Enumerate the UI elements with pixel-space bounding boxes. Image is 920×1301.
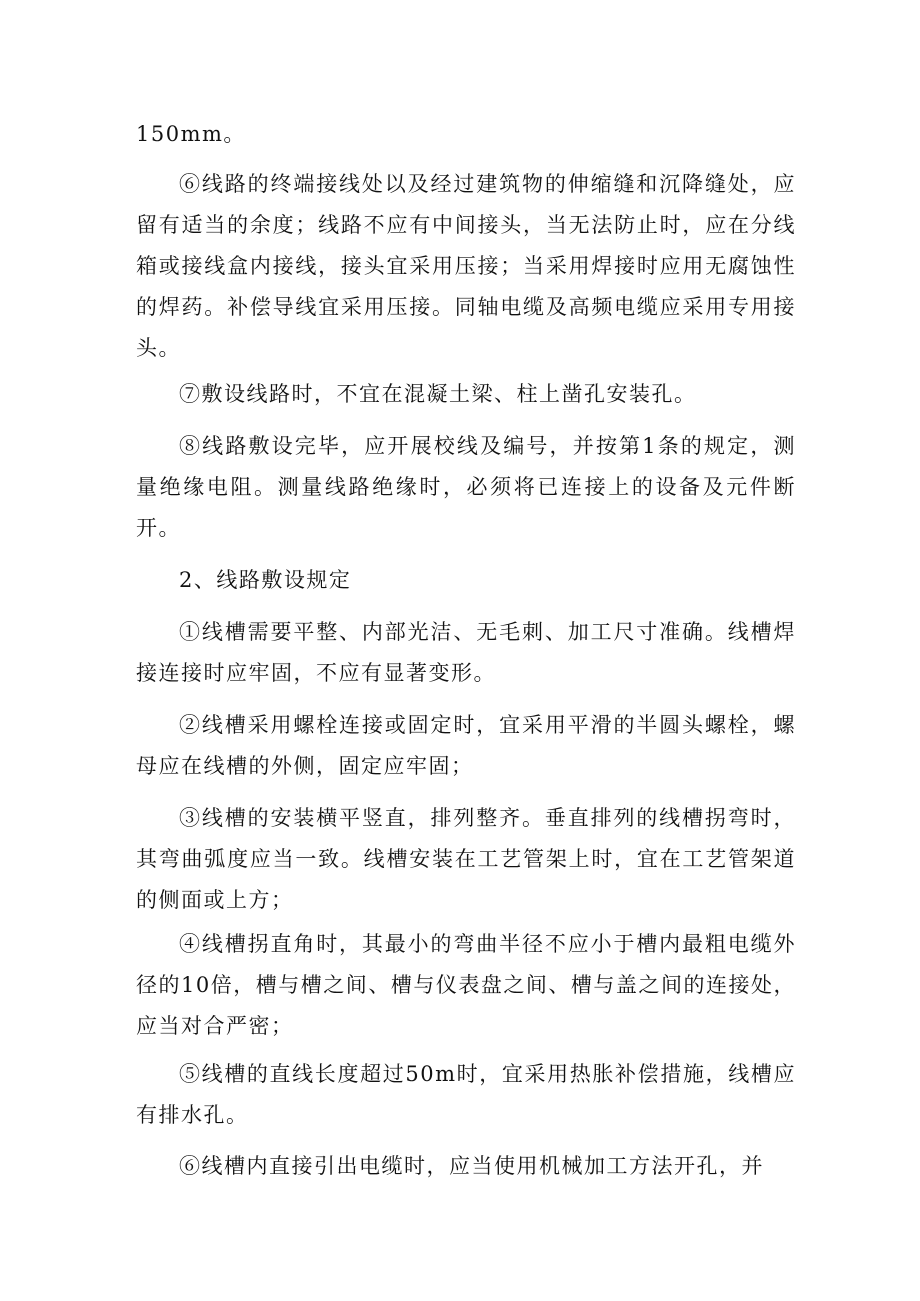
paragraph-item-1-trough-quality: ①线槽需要平整、内部光洁、无毛刺、加工尺寸准确。线槽焊接连接时应牢固，不应有显著变形。 — [136, 620, 796, 685]
paragraph-item-6-terminal-wiring: ⑥线路的终端接线处以及经过建筑物的伸缩缝和沉降缝处，应留有适当的余度；线路不应有中间接头，当无法防止时，应在分线箱或接线盒内接线，接头宜采用压接；当采用焊接时应用无腐蚀性的焊药。补偿导线宜采用压接。同轴电缆及高频电缆应采用专用接头。 — [136, 172, 796, 360]
paragraph-continuation: 150mm。 — [136, 122, 246, 146]
paragraph-item-4-bend-radius: ④线槽拐直角时，其最小的弯曲半径不应小于槽内最粗电缆外径的10倍，槽与槽之间、槽与仪表盘之间、槽与盖之间的连接处，应当对合严密； — [136, 932, 796, 1038]
paragraph-item-7-no-drilling: ⑦敷设线路时，不宜在混凝土梁、柱上凿孔安装孔。 — [179, 382, 697, 406]
section-heading-wiring-rules: 2、线路敷设规定 — [179, 568, 352, 592]
paragraph-item-3-installation: ③线槽的安装横平竖直，排列整齐。垂直排列的线槽拐弯时，其弯曲弧度应当一致。线槽安装在工艺管架上时，宜在工艺管架道的侧面或上方； — [136, 806, 796, 912]
paragraph-item-8-insulation-test: ⑧线路敷设完毕，应开展校线及编号，并按第1条的规定，测量绝缘电阻。测量线路绝缘时，必须将已连接上的设备及元件断开。 — [136, 434, 796, 540]
paragraph-item-6-cable-exit: ⑥线槽内直接引出电缆时，应当使用机械加工方法开孔，并 — [179, 1154, 764, 1178]
paragraph-item-5-expansion: ⑤线槽的直线长度超过50m时，宜采用热胀补偿措施，线槽应有排水孔。 — [136, 1062, 796, 1127]
paragraph-item-2-bolts: ②线槽采用螺栓连接或固定时，宜采用平滑的半圆头螺栓，螺母应在线槽的外侧，固定应牢固； — [136, 713, 796, 778]
